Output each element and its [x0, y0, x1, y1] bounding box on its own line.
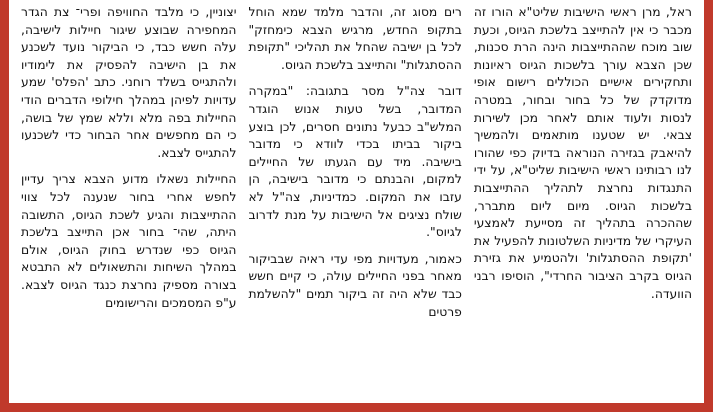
paragraph-fence-breach: יצוניין, כי מלבד החוויפה ופרי־ צת הגדר המחפירה שבוצע שיגור חיילות לישיבה, עלה חשש כבד, כי הביקור נועד לשכנע את בן הישיבה להפסיק את לימודיו ולהתגייס בשלד רוחני. כתב 'הפלס' שמע עדויות לפיהן במהלך חילופי הדברים הודי החיילות בפה מלא וללא שמץ של בושה, כי הם מחפשים אחר הבחור כדי לשכנעו להתגייס לצבא. — [21, 5, 237, 160]
three-column-article-body — [9, 0, 704, 403]
article-column-right — [468, 4, 698, 397]
article-column-middle — [242, 4, 467, 397]
paragraph: רים מסוג זה, והדבר מלמד שמא הוחל בתקופ החדש, מרגיש הצבא כימחזק" לכל בן ישיבה שהחל את תהליכי "תקופת ההסתגלות" והתייצב בלשכת הגיוס. — [248, 5, 462, 72]
article-column-left — [15, 4, 242, 397]
paragraph-witness-accounts: כאמור, מעדויות מפי עדי ראיה שבביקור מאחר בפני החיילים עולה, כי קיים חשש כבד שלא היה זה ביקור תמים "להשלמת פרטים — [248, 251, 462, 319]
paragraph-army-spokesman-response: דובר צה"ל מסר בתגובה: "במקרה המדובר, בשל טעות אנוש הוגדר המלש"ב כבעל נתונים חסרים, לכן בוצע ביקור בביתו בכדי לוודא כי מדובר בישיבה. מיד עם הגעתו של החיילים למקום, והבנתם כי מדובר בישיבה, הן עזבו את המקום. כמדיניות, צה"ל לא שולח נציגים אל הישיבות על מנת לדרוב לגיוס". — [248, 84, 462, 240]
paragraph: ראל, מרן ראשי הישיבות שליט"א הורו זה מכבר כי אין להתייצב בלשכת הגיוס, וכעת שוב מוכח שההתייצבות הינה הרת סכנות, שכן הצבא עורך בלשכות הגיוס ראיונות ותחקירים אישיים הכוללים רישום אופי מדוקדק של כל בחור ובחור, במטרה לנסות ולעוד אותם לאחר מכן לשירות צבאי. יש שטענו מותאמים ולהמשיך להיאבק בגזירה הנוראה בדיוק כפי שהורו לנו רבותינו ראשי הישיבות שליט"א, על ידי התנגדות נחרצת לתהליך ההתייצבות בלשכות הגיוס. מיום ליום מתברר, שההכרה בתהליך זה מסייעת לאמצעי העיקרי של מדיניות השלטונות להפעיל את 'תקופת ההסתגלות' ולהטמיע את גזירת הגיוס בקרב הציבור החרדי", הוסיפו רבני הוועדה. — [473, 5, 692, 301]
paragraph-soldiers-questioned: החיילות נשאלו מדוע הצבא צריך עדיין לחפש אחרי בחור שנענה לכל צווי ההתייצבות והגיע לשכת הגיוס, התשובה היתה, שהי־ בחור אכן התייצב בלשכת הגיוס כפי שנדרש בחוק הגיוס, אולם במהלך השיחות והתשאולים לא התבטא בצורה מספיק נחרצת כנגד הגיוס לצבא. ע"פ המסמכים והרישומים — [21, 172, 237, 310]
